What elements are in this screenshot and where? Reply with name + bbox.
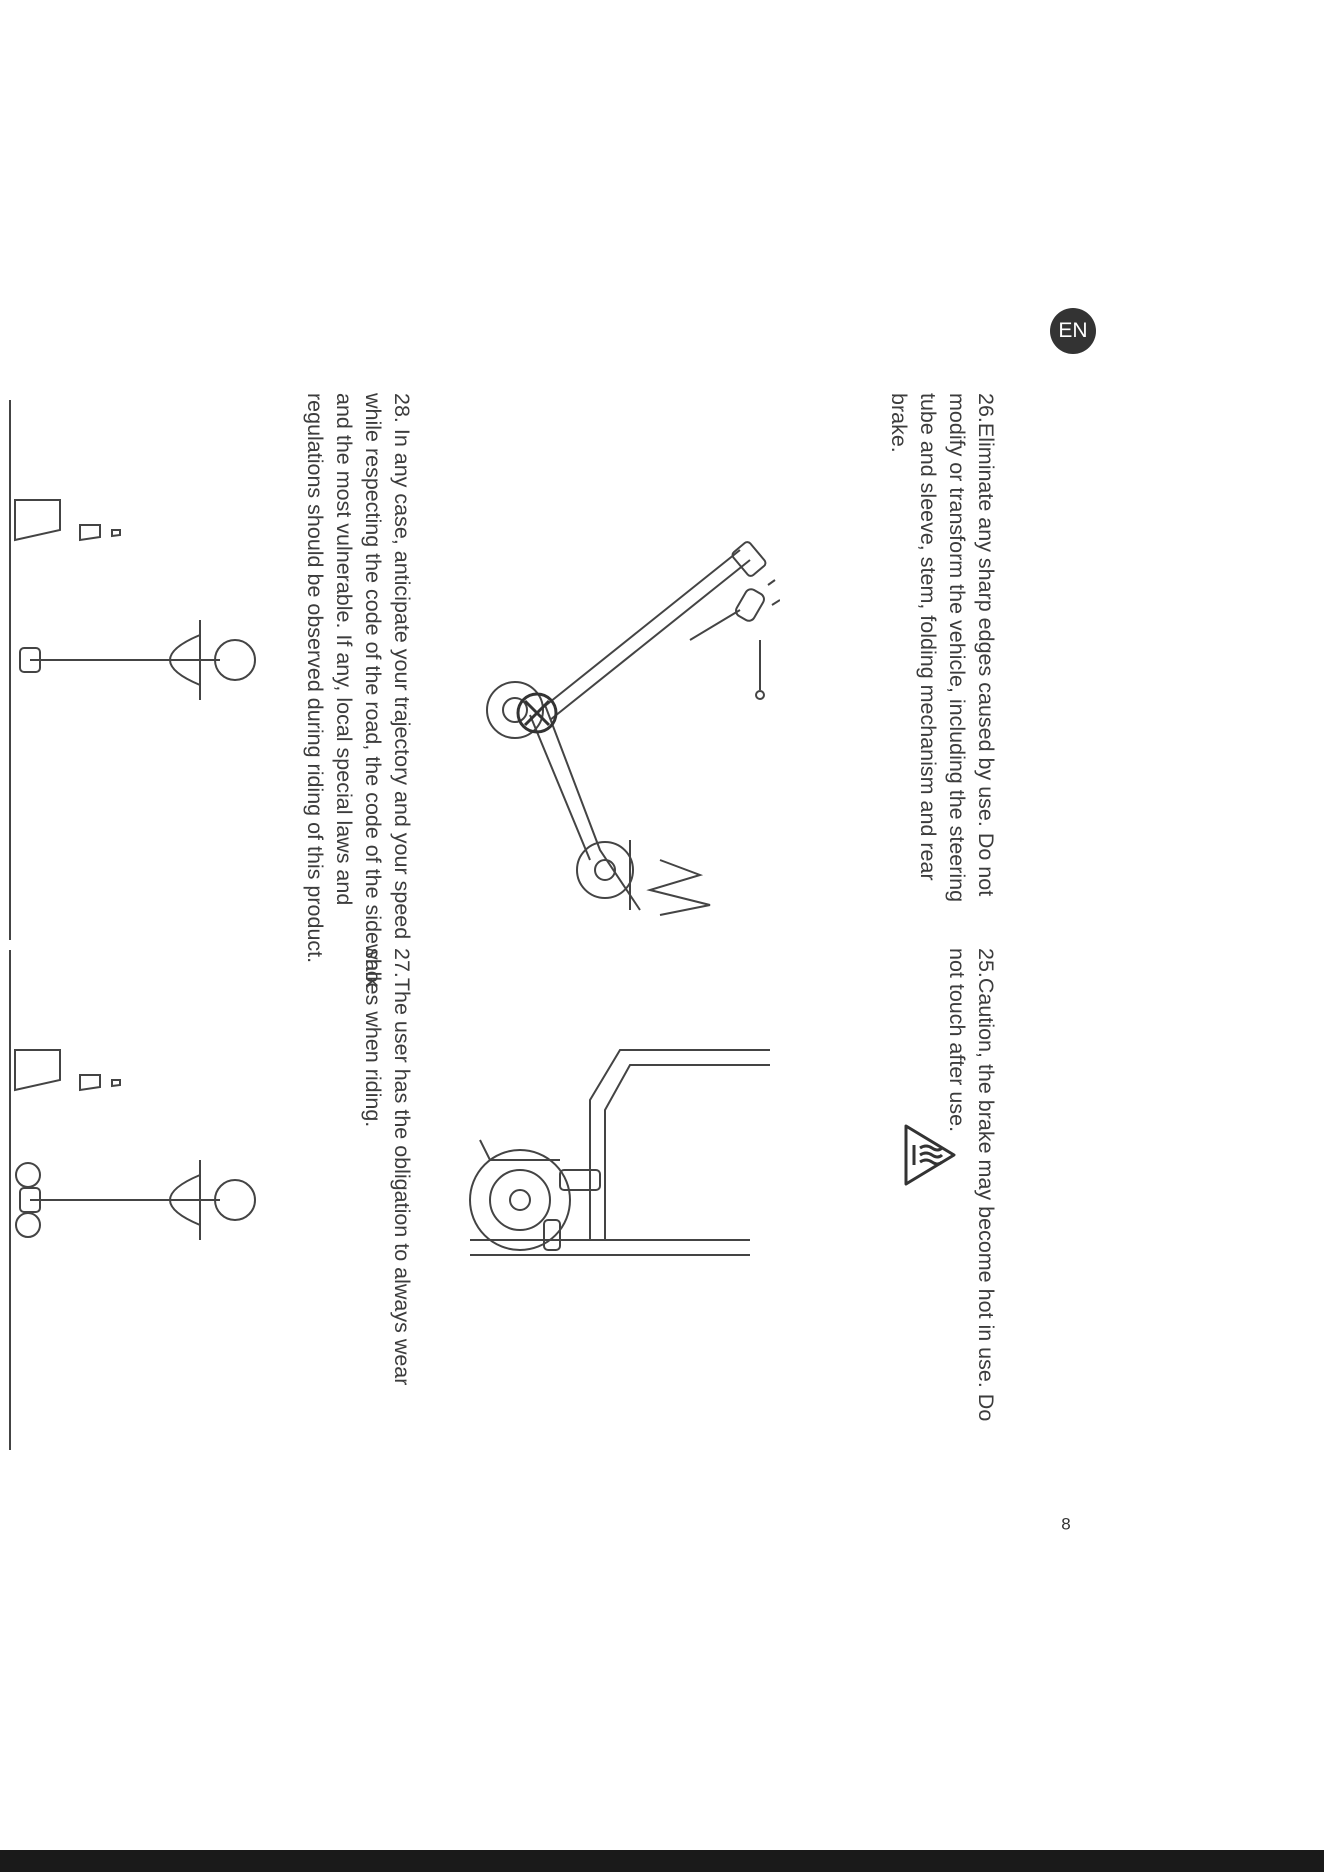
rider-figure xyxy=(16,1160,255,1240)
item-number: 26. xyxy=(974,393,998,423)
item-number: 25. xyxy=(974,948,998,978)
rider-with-shoes-illustration-27 xyxy=(0,940,260,1460)
prohibited-icon xyxy=(514,690,560,736)
item-text: In any case, anticipate your trajectory and your speed while respecting the code of the road, the code of the sidewalk and the most vulnerable. If any, local special laws and regulations should be observed during riding of this product. xyxy=(303,393,414,988)
language-badge: EN xyxy=(1050,308,1096,354)
traffic-cone-small xyxy=(112,1080,120,1086)
traffic-cone-large xyxy=(15,500,60,540)
traffic-cone-large xyxy=(15,1050,60,1090)
rider-on-road-illustration-28 xyxy=(0,390,260,950)
rotated-page-content xyxy=(0,240,1120,1534)
safety-item-26 xyxy=(884,393,1000,933)
bottom-bar xyxy=(0,1850,1324,1872)
item-number: 28. xyxy=(390,393,414,423)
page-number: 8 xyxy=(1061,1514,1071,1534)
item-text: Eliminate any sharp edges caused by use. Do not modify or transform the vehicle, including the steering tube and sleeve, stem, folding mechanism and rear brake. xyxy=(887,393,998,903)
item-text: The user has the obligation to always wear shoes when riding. xyxy=(361,948,414,1386)
rider-figure xyxy=(20,620,255,700)
item-text: Caution, the brake may become hot in use. Do not touch after use. xyxy=(945,948,998,1422)
traffic-cone-small xyxy=(112,530,120,536)
scooter-brake-drawing xyxy=(470,1050,770,1255)
brake-closeup-illustration xyxy=(460,1040,790,1400)
traffic-cone-medium xyxy=(80,525,100,540)
safety-item-28 xyxy=(300,393,416,993)
hot-surface-warning-icon xyxy=(900,1120,960,1190)
safety-item-27 xyxy=(358,948,416,1428)
traffic-cone-medium xyxy=(80,1075,100,1090)
item-number: 27. xyxy=(390,948,414,978)
